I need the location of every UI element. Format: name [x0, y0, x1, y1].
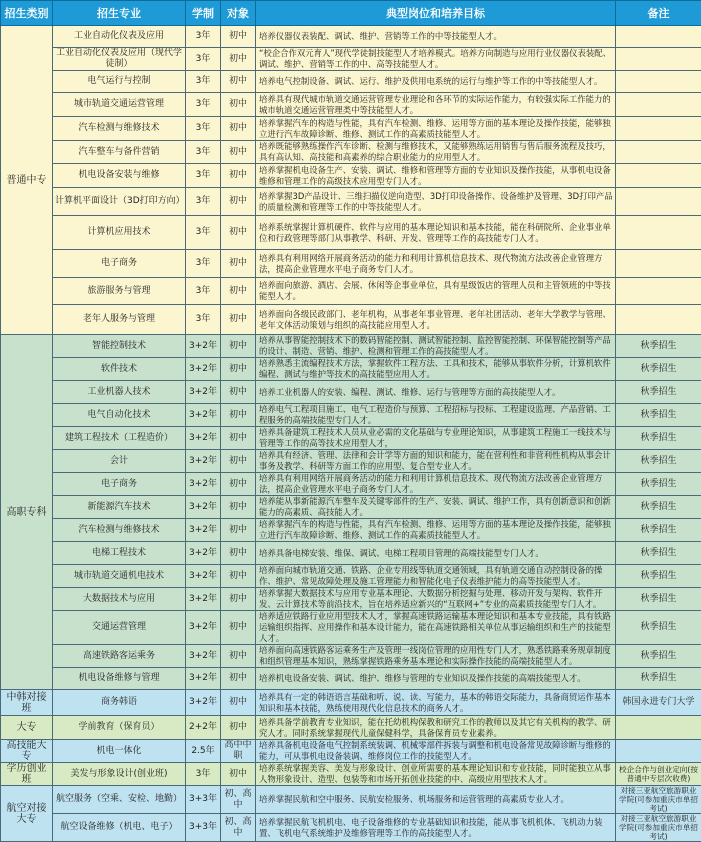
- table-row: [1, 404, 701, 427]
- target-cell: 初中: [221, 473, 256, 496]
- table-row: [1, 450, 701, 473]
- target-cell: 初中: [221, 519, 256, 542]
- duration-cell: 3年: [186, 26, 221, 48]
- table-row: [1, 519, 701, 542]
- target-cell: 初中: [221, 335, 256, 358]
- note-cell: [616, 71, 701, 93]
- note-cell: [616, 117, 701, 141]
- duration-cell: 3+2年: [186, 645, 221, 668]
- duration-cell: 3+2年: [186, 690, 221, 716]
- note-cell: 秋季招生: [616, 335, 701, 358]
- note-cell: [616, 141, 701, 164]
- header-duration: 学制: [186, 1, 221, 26]
- major-cell: 汽车检测与维修技术: [53, 117, 186, 141]
- table-row: [1, 668, 701, 690]
- note-cell: 秋季招生: [616, 427, 701, 450]
- target-cell: 高中中职: [221, 740, 256, 763]
- duration-cell: 2+2年: [186, 716, 221, 740]
- note-cell: [616, 164, 701, 188]
- target-cell: 初中: [221, 48, 256, 71]
- target-cell: 初中: [221, 716, 256, 740]
- major-cell: 新能源汽车技术: [53, 496, 186, 519]
- duration-cell: 3+2年: [186, 427, 221, 450]
- table-header-row: [1, 1, 701, 26]
- duration-cell: 3+2年: [186, 519, 221, 542]
- note-cell: 对接三亚航空旅游职业学院(可参加重庆市单招考试): [616, 786, 701, 814]
- goal-cell: 培养具有利用网络开展商务活动的能力和利用计算机信息技术、现代物流方法改善企业管理方法，提高企业管理水平电子商务专门人才。: [256, 473, 616, 496]
- goal-cell: 培养具有利用网络开展商务活动的能力和利用计算机信息技术、现代物流方法改善企业管理方法，提高企业管理水平电子商务专门人才。: [256, 250, 616, 278]
- duration-cell: 3年: [186, 141, 221, 164]
- target-cell: 初中: [221, 565, 256, 588]
- note-cell: 秋季招生: [616, 542, 701, 565]
- duration-cell: 3+2年: [186, 404, 221, 427]
- major-cell: 老年人服务与管理: [53, 305, 186, 335]
- note-cell: [616, 740, 701, 763]
- duration-cell: 3年: [186, 278, 221, 305]
- major-cell: 旅游服务与管理: [53, 278, 186, 305]
- major-cell: 电气运行与控制: [53, 71, 186, 93]
- duration-cell: 3+2年: [186, 496, 221, 519]
- table-row: [1, 164, 701, 188]
- target-cell: 初中: [221, 381, 256, 404]
- table-row: [1, 141, 701, 164]
- table-row: [1, 645, 701, 668]
- goal-cell: 培养电气控制设备、调试、运行、维护及供用电系统的运行与维护等工作的中等技能型人才。: [256, 71, 616, 93]
- table-row: [1, 48, 701, 71]
- major-cell: 工业自动化仪表及应用（现代学徒制）: [53, 48, 186, 71]
- major-cell: 软件技术: [53, 358, 186, 381]
- target-cell: 初中: [221, 278, 256, 305]
- note-cell: 秋季招生: [616, 496, 701, 519]
- duration-cell: 2.5年: [186, 740, 221, 763]
- table-row: [1, 216, 701, 250]
- note-cell: 韩国永进专门大学: [616, 690, 701, 716]
- note-cell: 秋季招生: [616, 381, 701, 404]
- table-row: [1, 542, 701, 565]
- note-cell: [616, 48, 701, 71]
- goal-cell: 培养具备建筑工程技术人员从业必需的文化基础与专业理论知识，从事建筑工程施工一线技术与管理等工作的高等技术应用型人才，: [256, 427, 616, 450]
- target-cell: 初中: [221, 250, 256, 278]
- goal-cell: 培养系统掌握计算机硬件、软件与应用的基本理论知识和基本技能，能在科研院所、企业事业单位和行政管理等部门从事教学、科研、开发、管理等工作的高技能专门人才。: [256, 216, 616, 250]
- table-row: [1, 740, 701, 763]
- category-cell: 高职专科: [1, 335, 53, 690]
- note-cell: 秋季招生: [616, 565, 701, 588]
- duration-cell: 3年: [186, 48, 221, 71]
- table-row: [1, 117, 701, 141]
- major-cell: 机电一体化: [53, 740, 186, 763]
- major-cell: 电气自动化技术: [53, 404, 186, 427]
- table-row: [1, 26, 701, 48]
- duration-cell: 3+2年: [186, 335, 221, 358]
- target-cell: 初中: [221, 164, 256, 188]
- target-cell: 初中: [221, 690, 256, 716]
- table-row: [1, 496, 701, 519]
- target-cell: 初中: [221, 188, 256, 216]
- goal-cell: 培养系统掌握美容、美发与形象设计、创业所需要的基本理论知识和专业技能，同时能独立从事人物形象设计、造型、包装等和市场开拓创业技能的中、高级应用型技术人才。: [256, 763, 616, 786]
- note-cell: 秋季招生: [616, 473, 701, 496]
- target-cell: 初中: [221, 588, 256, 611]
- duration-cell: 3+2年: [186, 611, 221, 645]
- table-row: [1, 335, 701, 358]
- major-cell: 电梯工程技术: [53, 542, 186, 565]
- table-row: [1, 305, 701, 335]
- major-cell: 航空服务（空乘、安检、地勤）: [53, 786, 186, 814]
- goal-cell: 培养面向各级民政部门、老年机构，从事老年事业管理、老年社团活动、老年大学教学与管理、老年文体活动策划与组织的高技能应用型人才。: [256, 305, 616, 335]
- header-category: 招生类别: [1, 1, 53, 26]
- goal-cell: 培养掌握汽车的构造与性能，具有汽车检测、维修、运用等方面的基本理论及操作技能，能够独立进行汽车故障诊断、维修、测试工作的高素质技能型人才。: [256, 117, 616, 141]
- goal-cell: 培养具备机电设备电气控制系统装调、机械零部件拆装与调整和机电设备常见故障诊断与维修的能力，可从事机电设备装调、维修岗位工作的技能型人才。: [256, 740, 616, 763]
- target-cell: 初中: [221, 763, 256, 786]
- major-cell: 会计: [53, 450, 186, 473]
- duration-cell: 3年: [186, 250, 221, 278]
- goal-cell: 培养电气工程项目施工、电气工程造价与预算、工程招标与投标、工程建设监理、产品营销、工程服务的高端技能型专门人才。: [256, 404, 616, 427]
- note-cell: [616, 188, 701, 216]
- note-cell: [616, 716, 701, 740]
- category-cell: 普通中专: [1, 26, 53, 335]
- goal-cell: 培养具有现代城市轨道交通运营管理专业理论和各环节的实际运作能力，有较强实际工作能力的城市轨道交通运营管理类中等技能型人才。: [256, 93, 616, 117]
- note-cell: 秋季招生: [616, 358, 701, 381]
- duration-cell: 3年: [186, 117, 221, 141]
- category-cell: 高技能大专: [1, 740, 53, 763]
- note-cell: 校企合作与创业定向(按普通中专层次收费): [616, 763, 701, 786]
- target-cell: 初中: [221, 93, 256, 117]
- goal-cell: 培养仪器仪表装配、调试、维护、营销等工作的中等技能型人才。: [256, 26, 616, 48]
- duration-cell: 3年: [186, 305, 221, 335]
- major-cell: 航空设备维修（机电、电子）: [53, 814, 186, 842]
- major-cell: 机电设备维修与管理: [53, 668, 186, 690]
- note-cell: 秋季招生: [616, 404, 701, 427]
- table-row: [1, 565, 701, 588]
- major-cell: 交通运营管理: [53, 611, 186, 645]
- major-cell: 高速铁路客运乘务: [53, 645, 186, 668]
- goal-cell: 培养掌握汽车的构造与性能，具有汽车检测、维修、运用等方面的基本理论及操作技能，能够独立进行汽车故障诊断、维修、测试工作的高素质技能型人才。: [256, 519, 616, 542]
- duration-cell: 3+2年: [186, 565, 221, 588]
- note-cell: [616, 305, 701, 335]
- goal-cell: 培养面向高速铁路客运乘务生产及管理一线岗位管理的应用性专门人才，熟悉铁路乘务规章制度和组织管理基本知识，熟练掌握铁路乘务基本理论和实际操作技能的高端技能型人才。: [256, 645, 616, 668]
- table-row: [1, 786, 701, 814]
- table-row: [1, 250, 701, 278]
- note-cell: 秋季招生: [616, 519, 701, 542]
- target-cell: 初中: [221, 645, 256, 668]
- table-row: [1, 427, 701, 450]
- duration-cell: 3+2年: [186, 668, 221, 690]
- table-row: [1, 93, 701, 117]
- goal-cell: 培养熟悉主流编程技术方法，掌握软件工程方法、工具和技术，能够从事软件分析，计算机软件编程、测试与维护等技术的高技能型应用人才。: [256, 358, 616, 381]
- table-row: [1, 690, 701, 716]
- goal-cell: 培养机电设备安装、调试、维护、维修与管理的专业知识及操作技能的高端技能型人才。: [256, 668, 616, 690]
- major-cell: 计算机平面设计（3D打印方向）: [53, 188, 186, 216]
- target-cell: 初中: [221, 668, 256, 690]
- table-row: [1, 358, 701, 381]
- note-cell: 秋季招生: [616, 450, 701, 473]
- table-row: [1, 473, 701, 496]
- table-row: [1, 611, 701, 645]
- duration-cell: 3+3年: [186, 786, 221, 814]
- target-cell: 初中: [221, 404, 256, 427]
- goal-cell: 培养既能够熟练操作汽车诊断、检测与维修技术，又能够熟练运用销售与售后服务流程及技巧，具有高认知、高技能和高素养的综合职业能力的应用型人才。: [256, 141, 616, 164]
- major-cell: 工业自动化仪表及应用: [53, 26, 186, 48]
- goal-cell: 培养具有一定的韩语语言基础和听、说、读、写能力，基本的韩语交际能力，具备商贸运作基本知识和基本技能，熟练使用现代化信息技术的商务人才。: [256, 690, 616, 716]
- goal-cell: 培养适应铁路行业应用型技术人才，掌握高速铁路运输基本理论知识和基本专业技能，具有铁路运输组织指挥、应用操作和基本设计能力，能在高速铁路相关单位从事运输组织和生产的技能型人才。: [256, 611, 616, 645]
- duration-cell: 3+2年: [186, 542, 221, 565]
- duration-cell: 3+2年: [186, 450, 221, 473]
- major-cell: 电子商务: [53, 250, 186, 278]
- header-target: 对象: [221, 1, 256, 26]
- table-body: [1, 26, 701, 842]
- duration-cell: 3+2年: [186, 473, 221, 496]
- goal-cell: 培养面向城市轨道交通、铁路、企业专用线等轨道交通领域，具有轨道交通自动控制设备的操作、维护、常见故障处理及施工管理能力和智能化电子仪表维护能力的高等技能型人才。: [256, 565, 616, 588]
- duration-cell: 3+2年: [186, 381, 221, 404]
- target-cell: 初中: [221, 427, 256, 450]
- target-cell: 初中: [221, 26, 256, 48]
- target-cell: 初中: [221, 611, 256, 645]
- duration-cell: 3年: [186, 93, 221, 117]
- duration-cell: 3年: [186, 188, 221, 216]
- major-cell: 商务韩语: [53, 690, 186, 716]
- major-cell: 工业机器人技术: [53, 381, 186, 404]
- table-row: [1, 381, 701, 404]
- note-cell: 秋季招生: [616, 668, 701, 690]
- table-row: [1, 814, 701, 842]
- goal-cell: 培养掌握大数据技术与应用专业基本理论、大数据分析挖掘与处理、移动开发与架构、软件开发、云计算技术等前沿技术，旨在培养适应新兴的“互联网+”专业的高素质技能型专门人才。: [256, 588, 616, 611]
- major-cell: 美发与形象设计(创业班): [53, 763, 186, 786]
- category-cell: 大专: [1, 716, 53, 740]
- major-cell: 学前教育（保育员）: [53, 716, 186, 740]
- note-cell: [616, 26, 701, 48]
- target-cell: 初中: [221, 358, 256, 381]
- header-goal: 典型岗位和培养目标: [256, 1, 616, 26]
- major-cell: 机电设备安装与维修: [53, 164, 186, 188]
- goal-cell: 培养掌握民航和空中服务、民航安检服务、机场服务和运营管理的高素质专业人才。: [256, 786, 616, 814]
- table-row: [1, 188, 701, 216]
- major-cell: 计算机应用技术: [53, 216, 186, 250]
- major-cell: 汽车检测与维修技术: [53, 519, 186, 542]
- target-cell: 初中: [221, 305, 256, 335]
- goal-cell: 培养具有经济、管理、法律和会计学等方面的知识和能力，能在营利性和非营利性机构从事会计事务及教学、科研等方面工作的应用型、复合型专业人才。: [256, 450, 616, 473]
- goal-cell: 培养从事智能控制技术下的数码智能控制、测试智能控制、监控智能控制、环保智能控制等产品的设计、制造、营销、维护、检测和管理工作的高技能型人才。: [256, 335, 616, 358]
- major-cell: 智能控制技术: [53, 335, 186, 358]
- goal-cell: 培养具备电梯安装、维保、调试、电梯工程项目管理的高端技能型专门人才。: [256, 542, 616, 565]
- goal-cell: 培养具备学前教育专业知识，能在托幼机构保教和研究工作的教师以及其它有关机构的教学、研究人才。同时系统掌握现代儿童保健科学，具备保育员专业素养。: [256, 716, 616, 740]
- header-note: 备注: [616, 1, 701, 26]
- major-cell: 建筑工程技术（工程造价）: [53, 427, 186, 450]
- note-cell: [616, 278, 701, 305]
- table-row: [1, 71, 701, 93]
- goal-cell: 培养面向旅游、酒店、会展、休闲等企事业单位，具有星级饭店的管理人员和主管领班的中等技能型人才。: [256, 278, 616, 305]
- duration-cell: 3年: [186, 763, 221, 786]
- duration-cell: 3年: [186, 216, 221, 250]
- duration-cell: 3+2年: [186, 588, 221, 611]
- note-cell: 对接三亚航空旅游职业学院(可参加重庆市单招考试): [616, 814, 701, 842]
- table-row: [1, 763, 701, 786]
- table-row: [1, 278, 701, 305]
- note-cell: 秋季招生: [616, 645, 701, 668]
- category-cell: 学历创业班: [1, 763, 53, 786]
- category-cell: 航空对接大专: [1, 786, 53, 842]
- header-major: 招生专业: [53, 1, 186, 26]
- table-row: [1, 588, 701, 611]
- major-cell: 大数据技术与应用: [53, 588, 186, 611]
- duration-cell: 3+3年: [186, 814, 221, 842]
- major-cell: 汽车整车与备件营销: [53, 141, 186, 164]
- goal-cell: 培养掌握机电设备生产、安装、调试、维修和管理等方面的专业知识及操作技能，从事机电设备维修和管理工作的高级技术应用型专门人才。: [256, 164, 616, 188]
- major-cell: 电子商务: [53, 473, 186, 496]
- note-cell: [616, 216, 701, 250]
- target-cell: 初中: [221, 71, 256, 93]
- target-cell: 初中: [221, 141, 256, 164]
- note-cell: [616, 93, 701, 117]
- target-cell: 初中: [221, 542, 256, 565]
- note-cell: 秋季招生: [616, 611, 701, 645]
- table-row: [1, 716, 701, 740]
- duration-cell: 3年: [186, 164, 221, 188]
- duration-cell: 3年: [186, 71, 221, 93]
- goal-cell: 培养掌握3D产品设计、三维扫描仪逆向造型、3D打印设备操作、设备维护及管理、3D打印产品的质量检测和管理等工作的中等技能型人才。: [256, 188, 616, 216]
- note-cell: [616, 250, 701, 278]
- goal-cell: “校企合作双元育人”现代学徒制技能型人才培养模式。培养方向制造与应用行业仪器仪表装配、调试、维护、营销等工作的中、高等技能型人才。: [256, 48, 616, 71]
- target-cell: 初中: [221, 450, 256, 473]
- target-cell: 初、高中: [221, 786, 256, 814]
- target-cell: 初中: [221, 496, 256, 519]
- note-cell: 秋季招生: [616, 588, 701, 611]
- duration-cell: 3+2年: [186, 358, 221, 381]
- goal-cell: 培养工业机器人的安装、编程、测试、维修、运行与管理等方面的高技能型人才。: [256, 381, 616, 404]
- target-cell: 初中: [221, 216, 256, 250]
- target-cell: 初中: [221, 117, 256, 141]
- major-cell: 城市轨道交通运营管理: [53, 93, 186, 117]
- major-cell: 城市轨道交通机电技术: [53, 565, 186, 588]
- goal-cell: 培养能从事新能源汽车整车及关键零部件的生产、安装、调试、维护工作，具有创新意识和创新能力的高素质、高技能人才。: [256, 496, 616, 519]
- target-cell: 初、高中: [221, 814, 256, 842]
- category-cell: 中韩对接班: [1, 690, 53, 716]
- goal-cell: 培养掌握民航飞机机电、电子设备维修的专业基础知识和技能，能从事飞机机体、飞机动力装置、飞机电气系统维护及维修管理等工作的高技能型人才。: [256, 814, 616, 842]
